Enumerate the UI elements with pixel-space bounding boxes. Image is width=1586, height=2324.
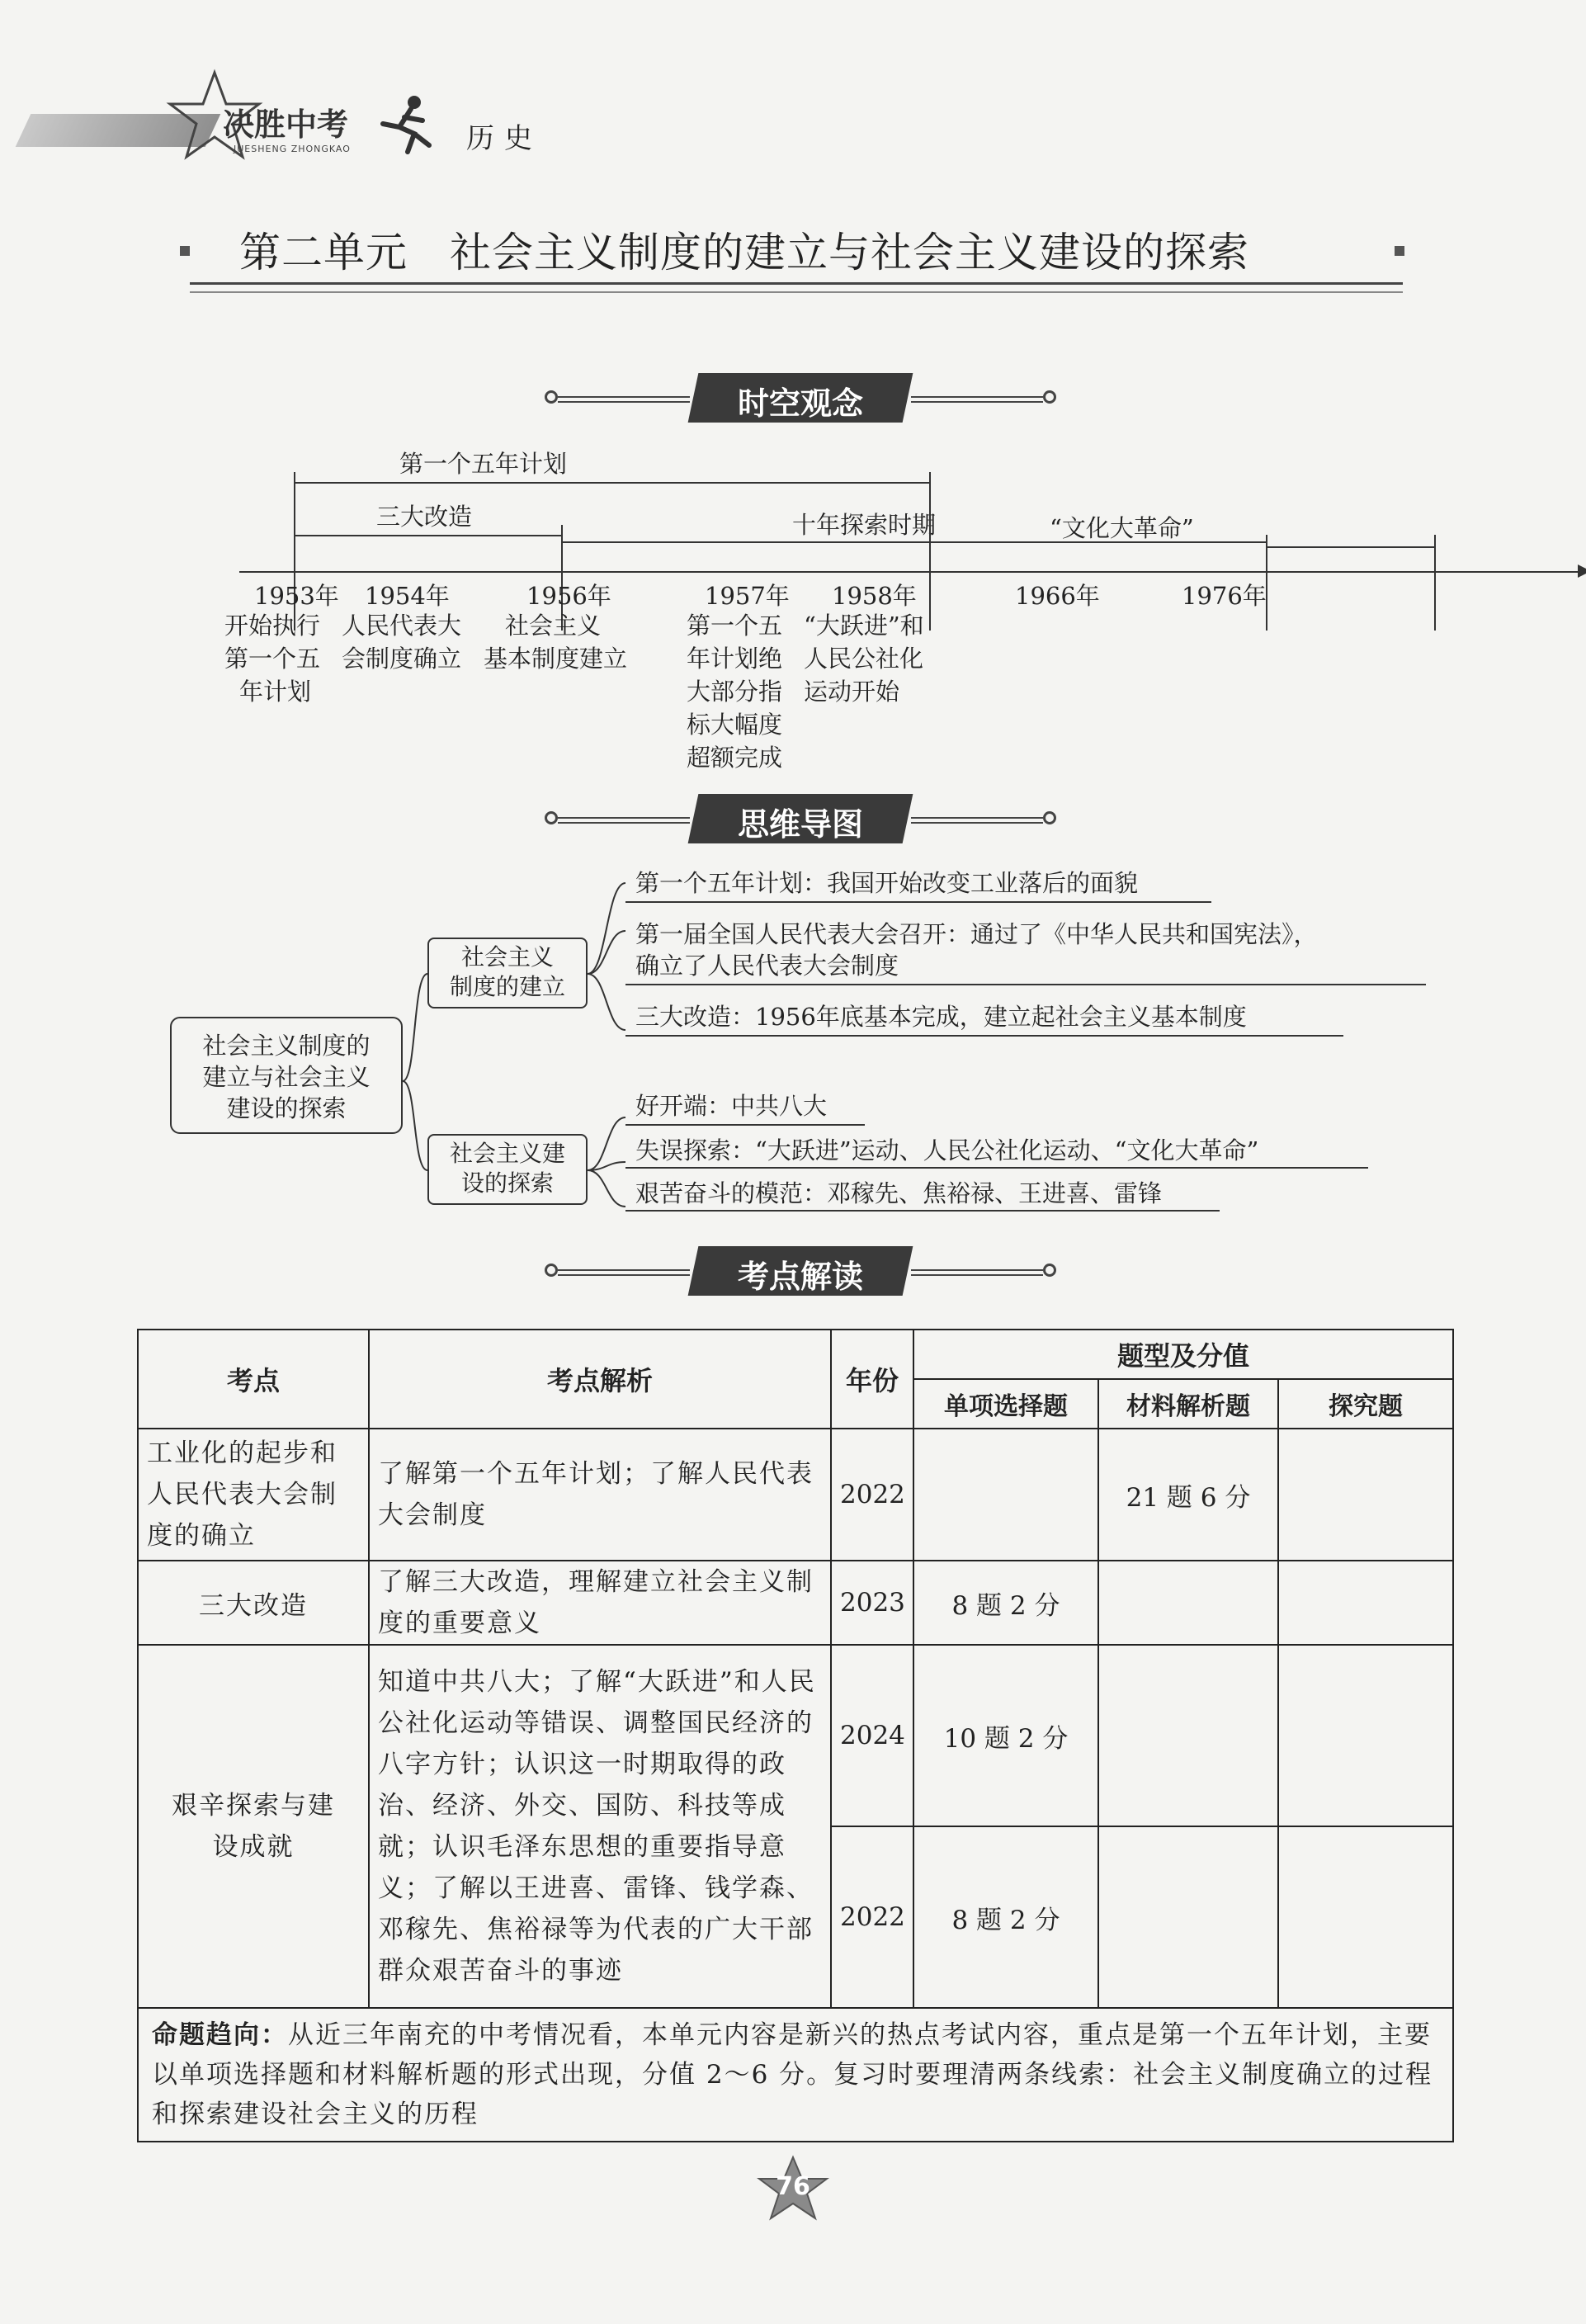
cell-material (1098, 1561, 1278, 1645)
table-header-row (138, 1330, 1453, 1379)
banner-line (911, 1269, 1043, 1276)
cell-inquiry (1278, 1645, 1453, 1826)
mindmap-branch-line: 社会主义 (460, 943, 554, 971)
header-point: 考点 (138, 1330, 369, 1429)
cell-year: 2022 (831, 1429, 913, 1561)
year-label: 1953年 (254, 582, 339, 610)
cell-analysis: 了解三大改造，理解建立社会主义制度的重要意义 (369, 1561, 831, 1645)
header-year: 年份 (831, 1330, 913, 1429)
span-label-first-plan: 第一个五年计划 (399, 450, 568, 478)
mindmap-branch-explore (427, 1134, 588, 1205)
mindmap-underline (625, 1035, 1343, 1037)
cell-inquiry (1278, 1561, 1453, 1645)
cell-year: 2022 (831, 1826, 913, 2008)
span-label-cultural-revolution: “文化大革命” (1050, 514, 1194, 542)
mindmap-item: 艰苦奋斗的模范：邓稼先、焦裕禄、王进喜、雷锋 (635, 1179, 1163, 1207)
year-label: 1958年 (832, 582, 917, 610)
mindmap-item: 三大改造：1956年底基本完成，建立起社会主义基本制度 (635, 1003, 1247, 1031)
brand-pinyin: JUESHENG ZHONGKAO (234, 144, 351, 154)
cell-analysis: 知道中共八大；了解“大跃进”和人民公社化运动等错误、调整国民经济的八字方针；认识这一时期取得的政治、经济、外交、国防、科技等成就；认识毛泽东思想的重要指导意义；了解以王进喜、雷锋、钱学森、邓稼先、焦裕禄等为代表的广大干部群众艰苦奋斗的事迹 (369, 1645, 831, 2008)
banner-dot (1043, 1264, 1056, 1277)
event-line: 人民代表大 (342, 612, 462, 640)
cell-point: 艰辛探索与建设成就 (138, 1645, 369, 2008)
event-line: 会制度确立 (342, 645, 462, 673)
cell-single: 8 题 2 分 (913, 1826, 1098, 2008)
mindmap-branch-line: 设的探索 (460, 1169, 554, 1197)
subject-label: 历史 (466, 122, 542, 155)
event-line: 运动开始 (804, 678, 900, 706)
brand-name: 决胜中考 (223, 106, 349, 143)
mindmap-underline (625, 1210, 1220, 1212)
event-line: 第一个五 (224, 645, 321, 673)
mindmap-item: 失误探索：“大跃进”运动、人民公社化运动、“文化大革命” (635, 1136, 1259, 1164)
event-line: 开始执行 (224, 612, 321, 640)
mindmap-underline (625, 1167, 1368, 1169)
event-line: 标大幅度 (687, 711, 783, 739)
mindmap-branch-line: 社会主义建 (449, 1140, 565, 1167)
table-note-row (138, 2008, 1453, 2142)
cell-material (1098, 1826, 1278, 2008)
year-label: 1976年 (1182, 582, 1267, 610)
span-label-ten-years: 十年探索时期 (792, 511, 937, 539)
header-analysis: 考点解析 (369, 1330, 831, 1429)
mindmap-item: 第一个五年计划：我国开始改变工业落后的面貌 (635, 869, 1139, 897)
mindmap-underline (625, 1124, 865, 1126)
year-label: 1957年 (705, 582, 790, 610)
table-row (138, 1429, 1453, 1561)
mindmap-root-line: 建设的探索 (226, 1094, 347, 1122)
page-number: 76 (776, 2172, 810, 2201)
exam-trend-note (138, 2008, 1453, 2142)
mindmap-root (170, 1017, 403, 1134)
table-row (138, 1645, 1453, 1826)
cell-single: 8 题 2 分 (913, 1561, 1098, 1645)
cell-single (913, 1429, 1098, 1561)
event-line: 大部分指 (687, 678, 783, 706)
mindmap-item: 好开端：中共八大 (635, 1092, 828, 1120)
header-type-score: 题型及分值 (913, 1330, 1453, 1379)
cell-material (1098, 1645, 1278, 1826)
section-title-timeline: 时空观念 (737, 385, 863, 422)
cell-single: 10 题 2 分 (913, 1645, 1098, 1826)
event-line: 人民公社化 (804, 645, 924, 673)
mindmap-root-line: 建立与社会主义 (202, 1063, 371, 1091)
section-banner-keypoints (545, 1246, 1056, 1296)
year-label: 1966年 (1015, 582, 1100, 610)
mindmap-underline (625, 901, 1211, 903)
cell-inquiry (1278, 1826, 1453, 2008)
exam-trend-title: 命题趋向： (152, 2020, 288, 2050)
cell-year: 2024 (831, 1645, 913, 1826)
banner-line (558, 1269, 690, 1276)
event-line: 超额完成 (687, 744, 783, 772)
cell-point: 工业化的起步和人民代表大会制度的确立 (138, 1429, 369, 1561)
event-line: 第一个五 (687, 612, 783, 640)
keypoints-table (137, 1329, 1454, 2142)
mindmap-underline (625, 984, 1426, 985)
unit-title: 第二单元 社会主义制度的建立与社会主义建设的探索 (239, 229, 1249, 276)
header-material: 材料解析题 (1098, 1379, 1278, 1429)
exam-trend-text: 从近三年南充的中考情况看，本单元内容是新兴的热点考试内容，重点是第一个五年计划，主要以单项选择题和材料解析题的形式出现，分值 2～6 分。复习时要理清两条线索：社会主义制度确立的过程和探索建设社会主义的历程 (152, 2020, 1433, 2129)
mindmap-item: 确立了人民代表大会制度 (635, 952, 899, 980)
mindmap-branch-establish (427, 938, 588, 1008)
banner-dot (545, 1264, 558, 1277)
cell-analysis: 了解第一个五年计划；了解人民代表大会制度 (369, 1429, 831, 1561)
cell-material: 21 题 6 分 (1098, 1429, 1278, 1561)
event-line: 年计划绝 (687, 645, 783, 673)
mindmap-branch-line: 制度的建立 (449, 973, 565, 1000)
event-line: 社会主义 (505, 612, 602, 640)
event-line: 年计划 (239, 678, 312, 706)
event-line: “大跃进”和 (804, 612, 924, 640)
cell-point: 三大改造 (138, 1561, 369, 1645)
year-label: 1954年 (365, 582, 450, 610)
cell-year: 2023 (831, 1561, 913, 1645)
mindmap-root-line: 社会主义制度的 (202, 1032, 371, 1060)
section-title-keypoints: 考点解读 (737, 1259, 863, 1295)
cell-inquiry (1278, 1429, 1453, 1561)
section-title-mindmap: 思维导图 (737, 806, 863, 843)
table-row (138, 1561, 1453, 1645)
header-single: 单项选择题 (913, 1379, 1098, 1429)
mindmap-item: 第一届全国人民代表大会召开：通过了《中华人民共和国宪法》， (635, 920, 1318, 948)
span-label-three-reforms: 三大改造 (376, 503, 473, 531)
event-line: 基本制度建立 (484, 645, 628, 673)
year-label: 1956年 (526, 582, 611, 610)
header-inquiry: 探究题 (1278, 1379, 1453, 1429)
